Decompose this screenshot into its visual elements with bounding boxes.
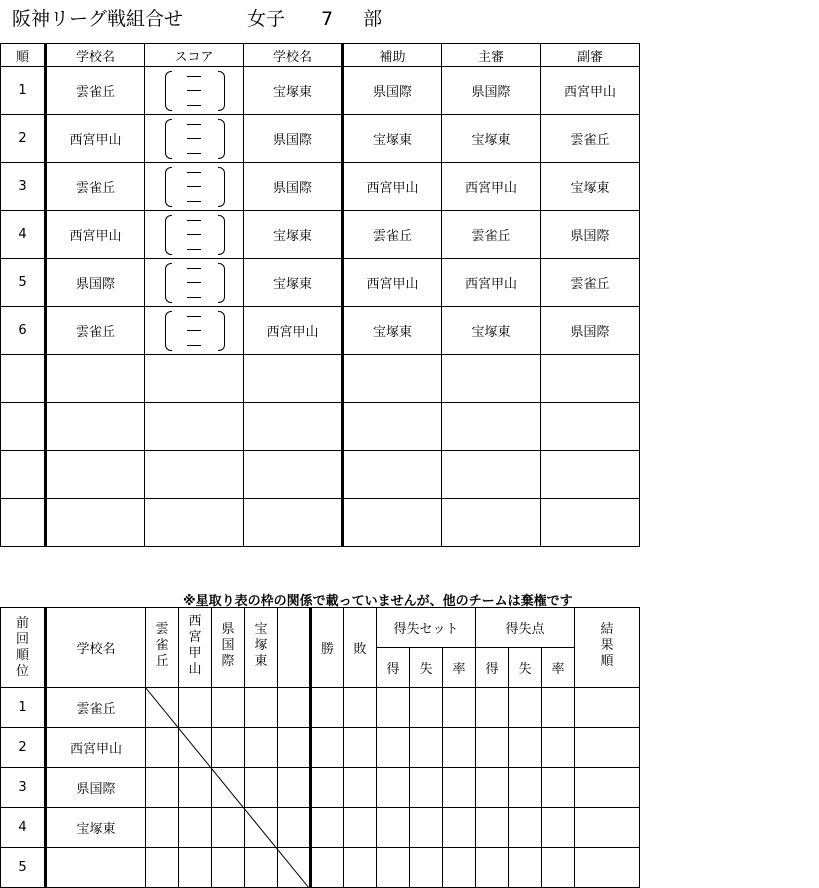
header-set-gain: 得	[377, 648, 410, 688]
standings-number: 4	[1, 808, 46, 848]
header-score: スコア	[145, 44, 244, 67]
standings-cell	[575, 728, 640, 768]
header-result	[575, 608, 640, 688]
score-cell	[145, 115, 244, 163]
standings-cell	[179, 808, 212, 848]
standings-row	[1, 688, 640, 728]
standings-cell	[278, 728, 311, 768]
standings-cell	[179, 728, 212, 768]
page-title	[12, 4, 382, 31]
team-a: 県国際	[46, 259, 145, 307]
score-dash	[187, 345, 201, 346]
assist: 西宮甲山	[343, 259, 442, 307]
score-dash	[187, 172, 201, 173]
standings-cell	[212, 768, 245, 808]
score-left-bracket	[165, 263, 172, 303]
match-number: 6	[1, 307, 46, 355]
score-dash	[187, 138, 201, 139]
header-opponent-4	[245, 608, 278, 688]
header-opponent-1	[146, 608, 179, 688]
standings-cell	[410, 768, 443, 808]
schedule-row	[1, 355, 640, 403]
score-dash	[187, 249, 201, 250]
standings-cell	[377, 768, 410, 808]
umpire: 県国際	[442, 67, 541, 115]
match-number: 2	[1, 115, 46, 163]
forfeit-note: ※星取り表の枠の関係で載っていませんが、他のチームは棄権です	[183, 594, 573, 609]
assist: 雲雀丘	[343, 211, 442, 259]
standings-cell	[245, 808, 278, 848]
score-left-bracket	[165, 71, 172, 111]
score-dash	[187, 234, 201, 235]
team-b	[244, 355, 343, 403]
standings-cell	[410, 728, 443, 768]
team-b: 宝塚東	[244, 67, 343, 115]
standings-cell	[245, 728, 278, 768]
header-point-lose: 失	[509, 648, 542, 688]
umpire	[442, 355, 541, 403]
standings-cell	[278, 688, 311, 728]
header-school-b: 学校名	[244, 44, 343, 67]
assist	[343, 451, 442, 499]
score-dash	[187, 268, 201, 269]
standings-cell	[278, 768, 311, 808]
score-dash	[187, 186, 201, 187]
standings-cell	[575, 768, 640, 808]
header-prev-rank-text: 前 回 順 位	[15, 615, 29, 679]
opponent-label: 県 国 際	[221, 622, 235, 669]
standings-cell	[146, 808, 179, 848]
standings-cell	[509, 728, 542, 768]
assist: 県国際	[343, 67, 442, 115]
standings-table	[0, 607, 640, 888]
header-set-lose: 失	[410, 648, 443, 688]
standings-row	[1, 808, 640, 848]
standings-cell	[575, 808, 640, 848]
header-win: 勝	[311, 608, 344, 688]
schedule-row	[1, 499, 640, 547]
score-right-bracket	[218, 263, 225, 303]
standings-cell	[377, 848, 410, 888]
header-school-a: 学校名	[46, 44, 145, 67]
title-division-number: 7	[321, 8, 334, 30]
header-order: 順	[1, 44, 46, 67]
score-dash	[187, 297, 201, 298]
sub-umpire	[541, 451, 640, 499]
umpire: 西宮甲山	[442, 163, 541, 211]
standings-cell	[377, 728, 410, 768]
header-assist: 補助	[343, 44, 442, 67]
standings-school	[46, 848, 146, 888]
schedule-row	[1, 451, 640, 499]
score-dash	[187, 153, 201, 154]
score-dash	[187, 105, 201, 106]
score-cell	[145, 211, 244, 259]
standings-cell	[146, 768, 179, 808]
standings-cell	[146, 848, 179, 888]
standings-cell	[344, 848, 377, 888]
team-b	[244, 451, 343, 499]
standings-cell	[212, 848, 245, 888]
score-dash	[187, 124, 201, 125]
umpire	[442, 499, 541, 547]
team-b: 県国際	[244, 163, 343, 211]
header-standings-school: 学校名	[46, 608, 146, 688]
standings-number: 3	[1, 768, 46, 808]
header-opponent-3	[212, 608, 245, 688]
score-dash	[187, 76, 201, 77]
standings-number: 5	[1, 848, 46, 888]
team-b: 県国際	[244, 115, 343, 163]
score-right-bracket	[218, 71, 225, 111]
standings-cell	[509, 688, 542, 728]
schedule-row	[1, 67, 640, 115]
sub-umpire: 県国際	[541, 307, 640, 355]
team-b: 宝塚東	[244, 211, 343, 259]
standings-cell	[212, 808, 245, 848]
match-number	[1, 499, 46, 547]
opponent-label: 西 宮 甲 山	[188, 614, 202, 677]
score-dash	[187, 90, 201, 91]
standings-cell	[575, 848, 640, 888]
assist	[343, 499, 442, 547]
standings-cell	[443, 688, 476, 728]
standings-school: 県国際	[46, 768, 146, 808]
score-cell	[145, 67, 244, 115]
standings-header-row-1	[1, 608, 640, 648]
standings-cell	[311, 848, 344, 888]
title-division-label: 部	[363, 8, 383, 30]
score-dash	[187, 220, 201, 221]
team-a	[46, 451, 145, 499]
schedule-row	[1, 307, 640, 355]
team-a	[46, 355, 145, 403]
match-number	[1, 403, 46, 451]
standings-cell	[212, 728, 245, 768]
standings-cell	[146, 728, 179, 768]
umpire: 宝塚東	[442, 115, 541, 163]
score-right-bracket	[218, 119, 225, 159]
sub-umpire: 雲雀丘	[541, 115, 640, 163]
assist: 西宮甲山	[343, 163, 442, 211]
header-set-ratio: 率	[443, 648, 476, 688]
standings-number: 1	[1, 688, 46, 728]
team-b: 西宮甲山	[244, 307, 343, 355]
title-main: 阪神リーグ戦組合せ	[12, 8, 184, 30]
standings-cell	[212, 688, 245, 728]
standings-cell	[410, 808, 443, 848]
standings-cell	[476, 768, 509, 808]
score-cell	[145, 355, 244, 403]
team-a: 雲雀丘	[46, 307, 145, 355]
standings-cell	[476, 848, 509, 888]
umpire: 雲雀丘	[442, 211, 541, 259]
team-a: 西宮甲山	[46, 211, 145, 259]
standings-cell	[575, 688, 640, 728]
standings-cell	[410, 848, 443, 888]
match-number: 5	[1, 259, 46, 307]
score-left-bracket	[165, 167, 172, 207]
standings-cell	[443, 808, 476, 848]
standings-cell	[542, 688, 575, 728]
standings-cell	[542, 768, 575, 808]
standings-cell	[509, 808, 542, 848]
umpire	[442, 403, 541, 451]
standings-cell	[476, 688, 509, 728]
score-cell	[145, 499, 244, 547]
standings-cell	[344, 808, 377, 848]
match-number	[1, 355, 46, 403]
standings-school: 西宮甲山	[46, 728, 146, 768]
umpire: 西宮甲山	[442, 259, 541, 307]
standings-cell	[179, 848, 212, 888]
schedule-row	[1, 259, 640, 307]
sub-umpire: 県国際	[541, 211, 640, 259]
score-dash	[187, 330, 201, 331]
sub-umpire	[541, 499, 640, 547]
standings-number: 2	[1, 728, 46, 768]
match-number: 3	[1, 163, 46, 211]
schedule-row	[1, 403, 640, 451]
team-a	[46, 499, 145, 547]
score-cell	[145, 259, 244, 307]
standings-cell	[344, 768, 377, 808]
standings-cell	[443, 728, 476, 768]
header-point-diff: 得失点	[476, 608, 575, 648]
standings-cell	[476, 728, 509, 768]
standings-cell	[443, 768, 476, 808]
score-right-bracket	[218, 311, 225, 351]
standings-cell	[278, 808, 311, 848]
umpire: 宝塚東	[442, 307, 541, 355]
standings-cell	[509, 768, 542, 808]
header-set-diff: 得失セット	[377, 608, 476, 648]
standings-school: 雲雀丘	[46, 688, 146, 728]
score-cell	[145, 403, 244, 451]
umpire	[442, 451, 541, 499]
header-loss: 敗	[344, 608, 377, 688]
standings-cell	[179, 688, 212, 728]
team-b	[244, 403, 343, 451]
score-cell	[145, 307, 244, 355]
standings-cell	[344, 728, 377, 768]
standings-cell	[476, 808, 509, 848]
standings-cell	[344, 688, 377, 728]
sub-umpire	[541, 403, 640, 451]
header-point-gain: 得	[476, 648, 509, 688]
standings-cell	[245, 848, 278, 888]
assist	[343, 403, 442, 451]
score-right-bracket	[218, 167, 225, 207]
score-cell	[145, 163, 244, 211]
standings-cell	[377, 808, 410, 848]
header-prev-rank	[1, 608, 46, 688]
header-opponent-blank	[278, 608, 311, 688]
opponent-label: 雲 雀 丘	[155, 622, 169, 669]
standings-cell	[278, 848, 311, 888]
team-a: 雲雀丘	[46, 163, 145, 211]
assist: 宝塚東	[343, 307, 442, 355]
team-b	[244, 499, 343, 547]
team-a	[46, 403, 145, 451]
score-dash	[187, 201, 201, 202]
standings-row	[1, 728, 640, 768]
standings-cell	[311, 688, 344, 728]
sub-umpire: 宝塚東	[541, 163, 640, 211]
standings-cell	[245, 688, 278, 728]
score-cell	[145, 451, 244, 499]
score-left-bracket	[165, 215, 172, 255]
standings-cell	[311, 768, 344, 808]
standings-cell	[179, 768, 212, 808]
sub-umpire: 雲雀丘	[541, 259, 640, 307]
schedule-row	[1, 163, 640, 211]
match-number	[1, 451, 46, 499]
team-b: 宝塚東	[244, 259, 343, 307]
assist	[343, 355, 442, 403]
header-result-text: 結 果 順	[600, 622, 614, 669]
standings-cell	[542, 848, 575, 888]
team-a: 雲雀丘	[46, 67, 145, 115]
standings-cell	[311, 728, 344, 768]
standings-cell	[146, 688, 179, 728]
standings-cell	[311, 808, 344, 848]
standings-cell	[542, 808, 575, 848]
standings-cell	[377, 688, 410, 728]
standings-cell	[509, 848, 542, 888]
header-umpire: 主審	[442, 44, 541, 67]
title-gender: 女子	[247, 8, 286, 30]
standings-row	[1, 768, 640, 808]
sub-umpire: 西宮甲山	[541, 67, 640, 115]
score-left-bracket	[165, 119, 172, 159]
team-a: 西宮甲山	[46, 115, 145, 163]
schedule-header-row	[1, 44, 640, 67]
standings-cell	[410, 688, 443, 728]
standings-cell	[245, 768, 278, 808]
assist: 宝塚東	[343, 115, 442, 163]
standings-school: 宝塚東	[46, 808, 146, 848]
match-number: 4	[1, 211, 46, 259]
score-dash	[187, 282, 201, 283]
header-opponent-2	[179, 608, 212, 688]
standings-cell	[542, 728, 575, 768]
header-point-ratio: 率	[542, 648, 575, 688]
schedule-row	[1, 115, 640, 163]
opponent-label: 宝 塚 東	[254, 622, 268, 669]
schedule-row	[1, 211, 640, 259]
score-right-bracket	[218, 215, 225, 255]
header-sub-umpire: 副審	[541, 44, 640, 67]
standings-row	[1, 848, 640, 888]
schedule-table	[0, 43, 640, 547]
standings-cell	[443, 848, 476, 888]
score-dash	[187, 316, 201, 317]
score-left-bracket	[165, 311, 172, 351]
match-number: 1	[1, 67, 46, 115]
sub-umpire	[541, 355, 640, 403]
